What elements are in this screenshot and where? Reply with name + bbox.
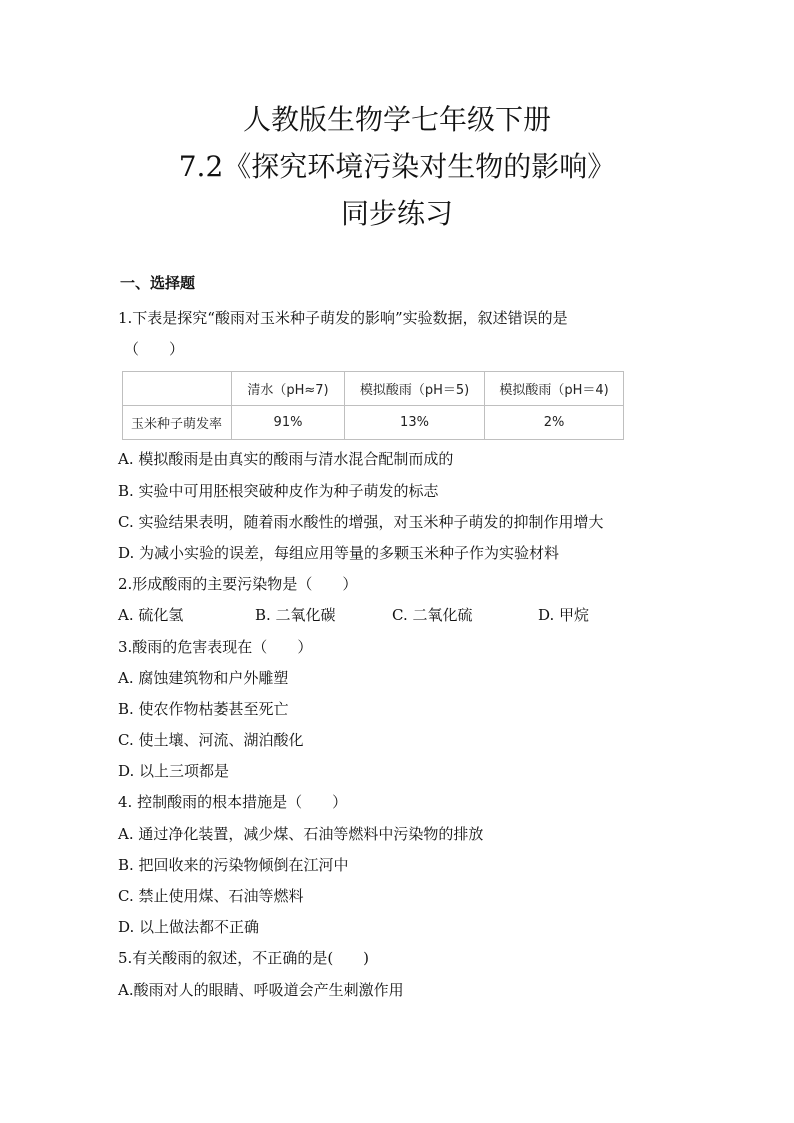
q3-option-a: A. 腐蚀建筑物和户外雕塑	[118, 668, 289, 687]
q2-option-a: A. 硫化氢	[118, 606, 184, 625]
table-header-cell	[123, 372, 232, 406]
q3-option-c: C. 使土壤、河流、湖泊酸化	[118, 731, 304, 750]
q4-option-d: D. 以上做法都不正确	[118, 918, 260, 937]
table-header-cell: 模拟酸雨（pH＝5)	[345, 372, 485, 406]
title-line-2: 7.2《探究环境污染对生物的影响》	[178, 150, 616, 183]
title-line-3: 同步练习	[340, 197, 453, 230]
q1-stem: 1.下表是探究“酸雨对玉米种子萌发的影响”实验数据，叙述错误的是	[118, 309, 568, 327]
q2-option-d: D. 甲烷	[538, 606, 590, 625]
q3-option-b: B. 使农作物枯萎甚至死亡	[118, 699, 289, 718]
q1-option-b: B. 实验中可用胚根突破种皮作为种子萌发的标志	[118, 481, 439, 500]
document-title	[0, 96, 794, 237]
q2-stem: 2.形成酸雨的主要污染物是（ ）	[118, 575, 358, 594]
q2-option-c: C. 二氧化硫	[392, 606, 473, 625]
q4-option-c: C. 禁止使用煤、石油等燃料	[118, 887, 304, 905]
q3-option-d: D. 以上三项都是	[118, 762, 230, 781]
q4-stem: 4. 控制酸雨的根本措施是（ ）	[118, 793, 348, 812]
q1-option-a: A. 模拟酸雨是由真实的酸雨与清水混合配制而成的	[118, 450, 454, 469]
q1-option-c: C. 实验结果表明，随着雨水酸性的增强，对玉米种子萌发的抑制作用增大	[118, 512, 604, 531]
q5-option-a: A.酸雨对人的眼睛、呼吸道会产生刺激作用	[118, 980, 404, 999]
table-header-cell: 清水（pH≈7)	[232, 372, 345, 406]
q1-table-wrap	[122, 371, 678, 440]
table-row-header: 玉米种子萌发率	[123, 406, 232, 440]
q1-option-d: D. 为减小实验的误差，每组应用等量的多颗玉米种子作为实验材料	[118, 543, 560, 562]
table-cell: 13%	[345, 406, 485, 440]
section-heading: 一、选择题	[120, 274, 196, 292]
q2-options	[118, 604, 678, 635]
q1-answer-paren: （ ）	[124, 340, 185, 359]
q2-option-b: B. 二氧化碳	[255, 606, 336, 625]
q1-data-table	[122, 371, 624, 440]
table-cell: 91%	[232, 406, 345, 440]
table-row	[123, 406, 624, 440]
table-cell: 2%	[485, 406, 624, 440]
table-header-row	[123, 372, 624, 406]
title-line-1: 人教版生物学七年级下册	[242, 103, 551, 136]
q4-option-a: A. 通过净化装置，减少煤、石油等燃料中污染物的排放	[118, 824, 484, 843]
table-header-cell: 模拟酸雨（pH＝4)	[485, 372, 624, 406]
question-list	[118, 307, 678, 1010]
q5-stem: 5.有关酸雨的叙述，不正确的是( )	[118, 949, 370, 968]
q3-stem: 3.酸雨的危害表现在（ ）	[118, 637, 313, 656]
q4-option-b: B. 把回收来的污染物倾倒在江河中	[118, 855, 349, 874]
